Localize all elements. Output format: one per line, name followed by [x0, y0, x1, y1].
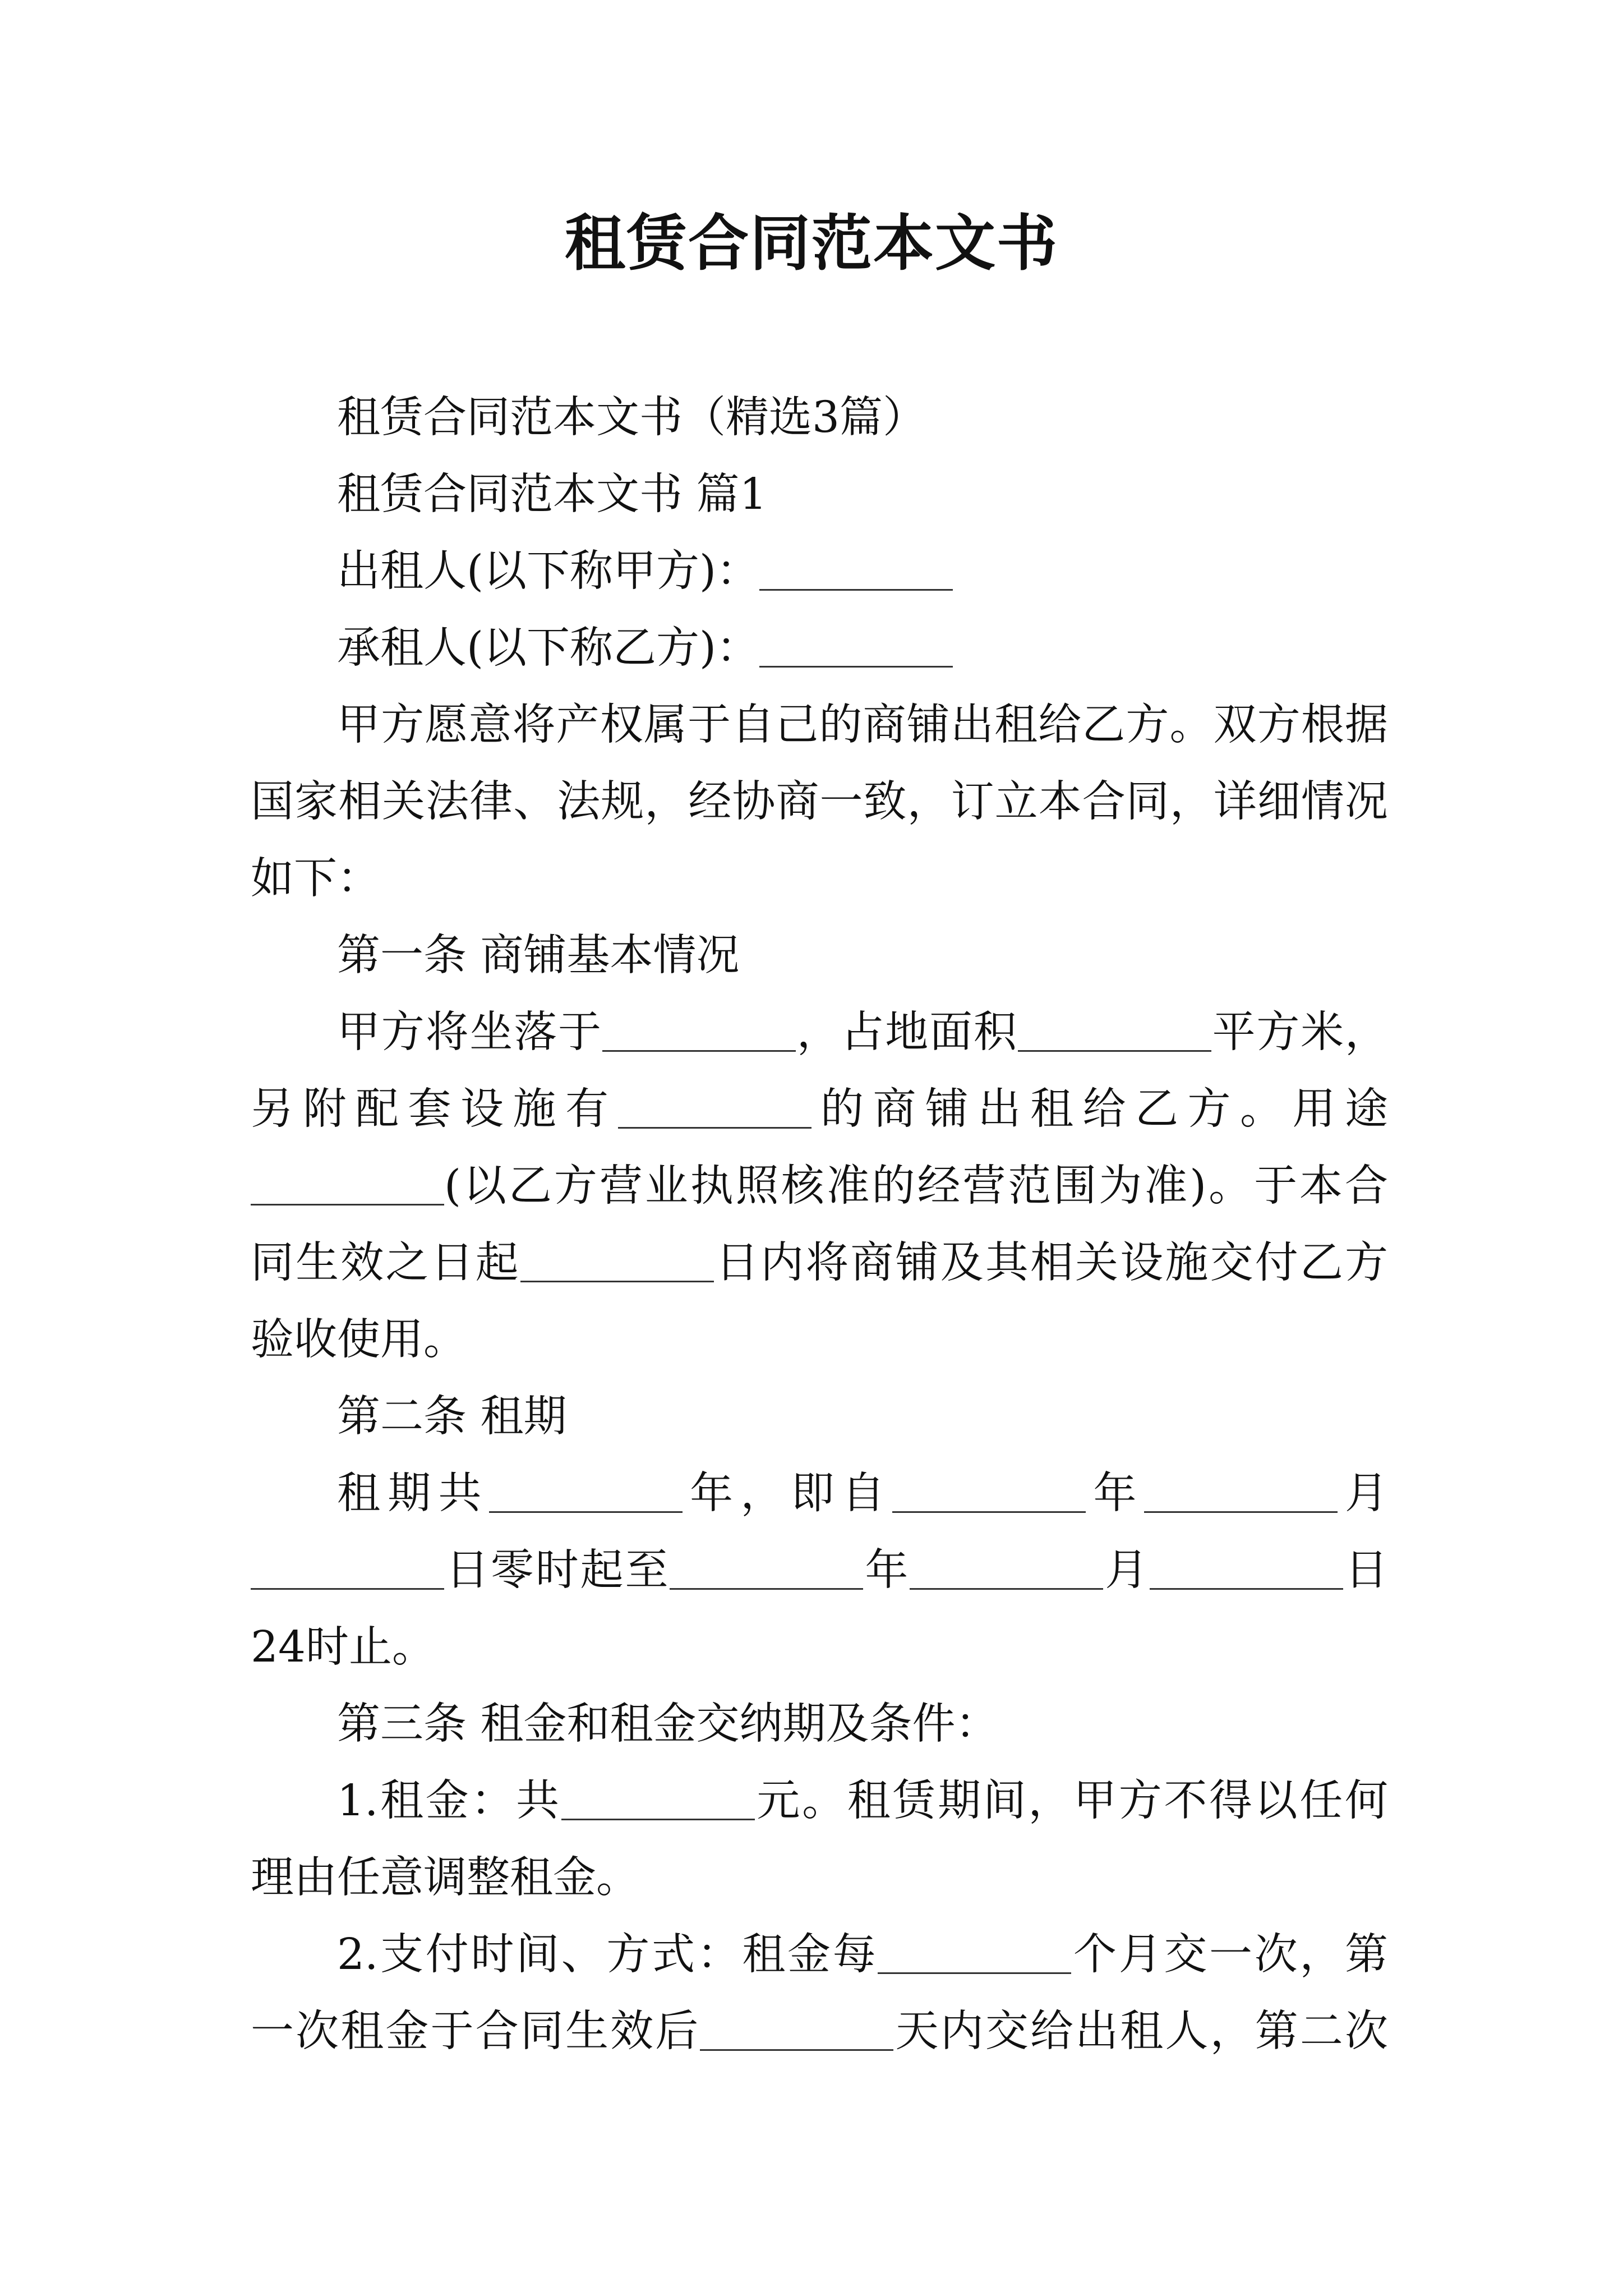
- blank-underline: [759, 559, 953, 591]
- blank-underline: [759, 636, 953, 668]
- paragraph-line: 日零时起至 年 月 日: [251, 1532, 1388, 1609]
- paragraph-line: 甲方将坐落于 ，占地面积 平方米，: [337, 1007, 1388, 1057]
- paragraph-line: 第一条 商铺基本情况: [337, 931, 740, 981]
- blank-underline: [1150, 1558, 1343, 1590]
- blank-underline: [910, 1558, 1103, 1590]
- paragraph-line: 另附配套设施有 的商铺出租给乙方。用途: [251, 1084, 1388, 1134]
- paragraph-line: 验收使用。: [251, 1315, 467, 1365]
- paragraph-line: 一次租金于合同生效后 天内交给出租人，第二次: [251, 2007, 1388, 2056]
- paragraph-line: 甲方愿意将产权属于自己的商铺出租给乙方。双方根据: [337, 700, 1388, 750]
- blank-underline: [251, 1174, 444, 1205]
- paragraph-line: 24时止。: [251, 1622, 435, 1672]
- blank-underline: [618, 1097, 811, 1129]
- paragraph-line: 2.支付时间、方式：租金每 个月交一次，第: [337, 1930, 1388, 1980]
- paragraph-line: 如下：: [251, 854, 380, 904]
- paragraph-line: 租赁合同范本文书 篇1: [337, 470, 767, 519]
- paragraph-line: 租赁合同范本文书（精选3篇）: [337, 393, 926, 443]
- section-heading: [251, 456, 1388, 533]
- paragraph-line: 第三条 租金和租金交纳期及条件：: [337, 1699, 999, 1749]
- paragraph-line: 租期共 年，即自 年 月: [337, 1469, 1388, 1519]
- blank-underline: [1144, 1481, 1338, 1513]
- blank-underline: [251, 1558, 444, 1590]
- blank-underline: [878, 1942, 1071, 1974]
- party-lessor: [251, 533, 1388, 610]
- blank-underline: [670, 1558, 863, 1590]
- party-lessee: [251, 610, 1388, 687]
- blank-underline: [892, 1481, 1086, 1513]
- paragraph-payment: [251, 1916, 1388, 2070]
- document-body: [251, 379, 1388, 2070]
- blank-underline: [602, 1020, 796, 1052]
- paragraph-line: 第二条 租期: [337, 1392, 567, 1442]
- blank-underline: [1018, 1020, 1211, 1052]
- article-heading-2: [251, 1378, 1388, 1455]
- article-heading-1: [251, 917, 1388, 994]
- blank-underline: [489, 1481, 683, 1513]
- paragraph-shop-info: [251, 994, 1388, 1378]
- paragraph-line: 出租人(以下称甲方)：: [251, 533, 1388, 610]
- blank-underline: [700, 2019, 893, 2051]
- document-subtitle: [251, 379, 1388, 456]
- paragraph-lease-term: [251, 1455, 1388, 1686]
- document-title: 租赁合同范本文书: [564, 208, 1058, 279]
- blank-underline: [520, 1250, 714, 1282]
- paragraph-line: 承租人(以下称乙方)：: [251, 610, 1388, 687]
- blank-underline: [561, 1788, 755, 1820]
- paragraph-line: 国家相关法律、法规，经协商一致，订立本合同，详细情况: [251, 777, 1388, 827]
- paragraph-line: (以乙方营业执照核准的经营范围为准)。于本合: [251, 1148, 1388, 1225]
- paragraph-line: 同生效之日起 日内将商铺及其相关设施交付乙方: [251, 1238, 1388, 1288]
- paragraph-intro: [251, 687, 1388, 917]
- article-heading-3: [251, 1686, 1388, 1763]
- paragraph-line: 理由任意调整租金。: [251, 1853, 639, 1903]
- paragraph-line: 1.租金：共 元。租赁期间，甲方不得以任何: [337, 1776, 1388, 1826]
- paragraph-rent: [251, 1763, 1388, 1916]
